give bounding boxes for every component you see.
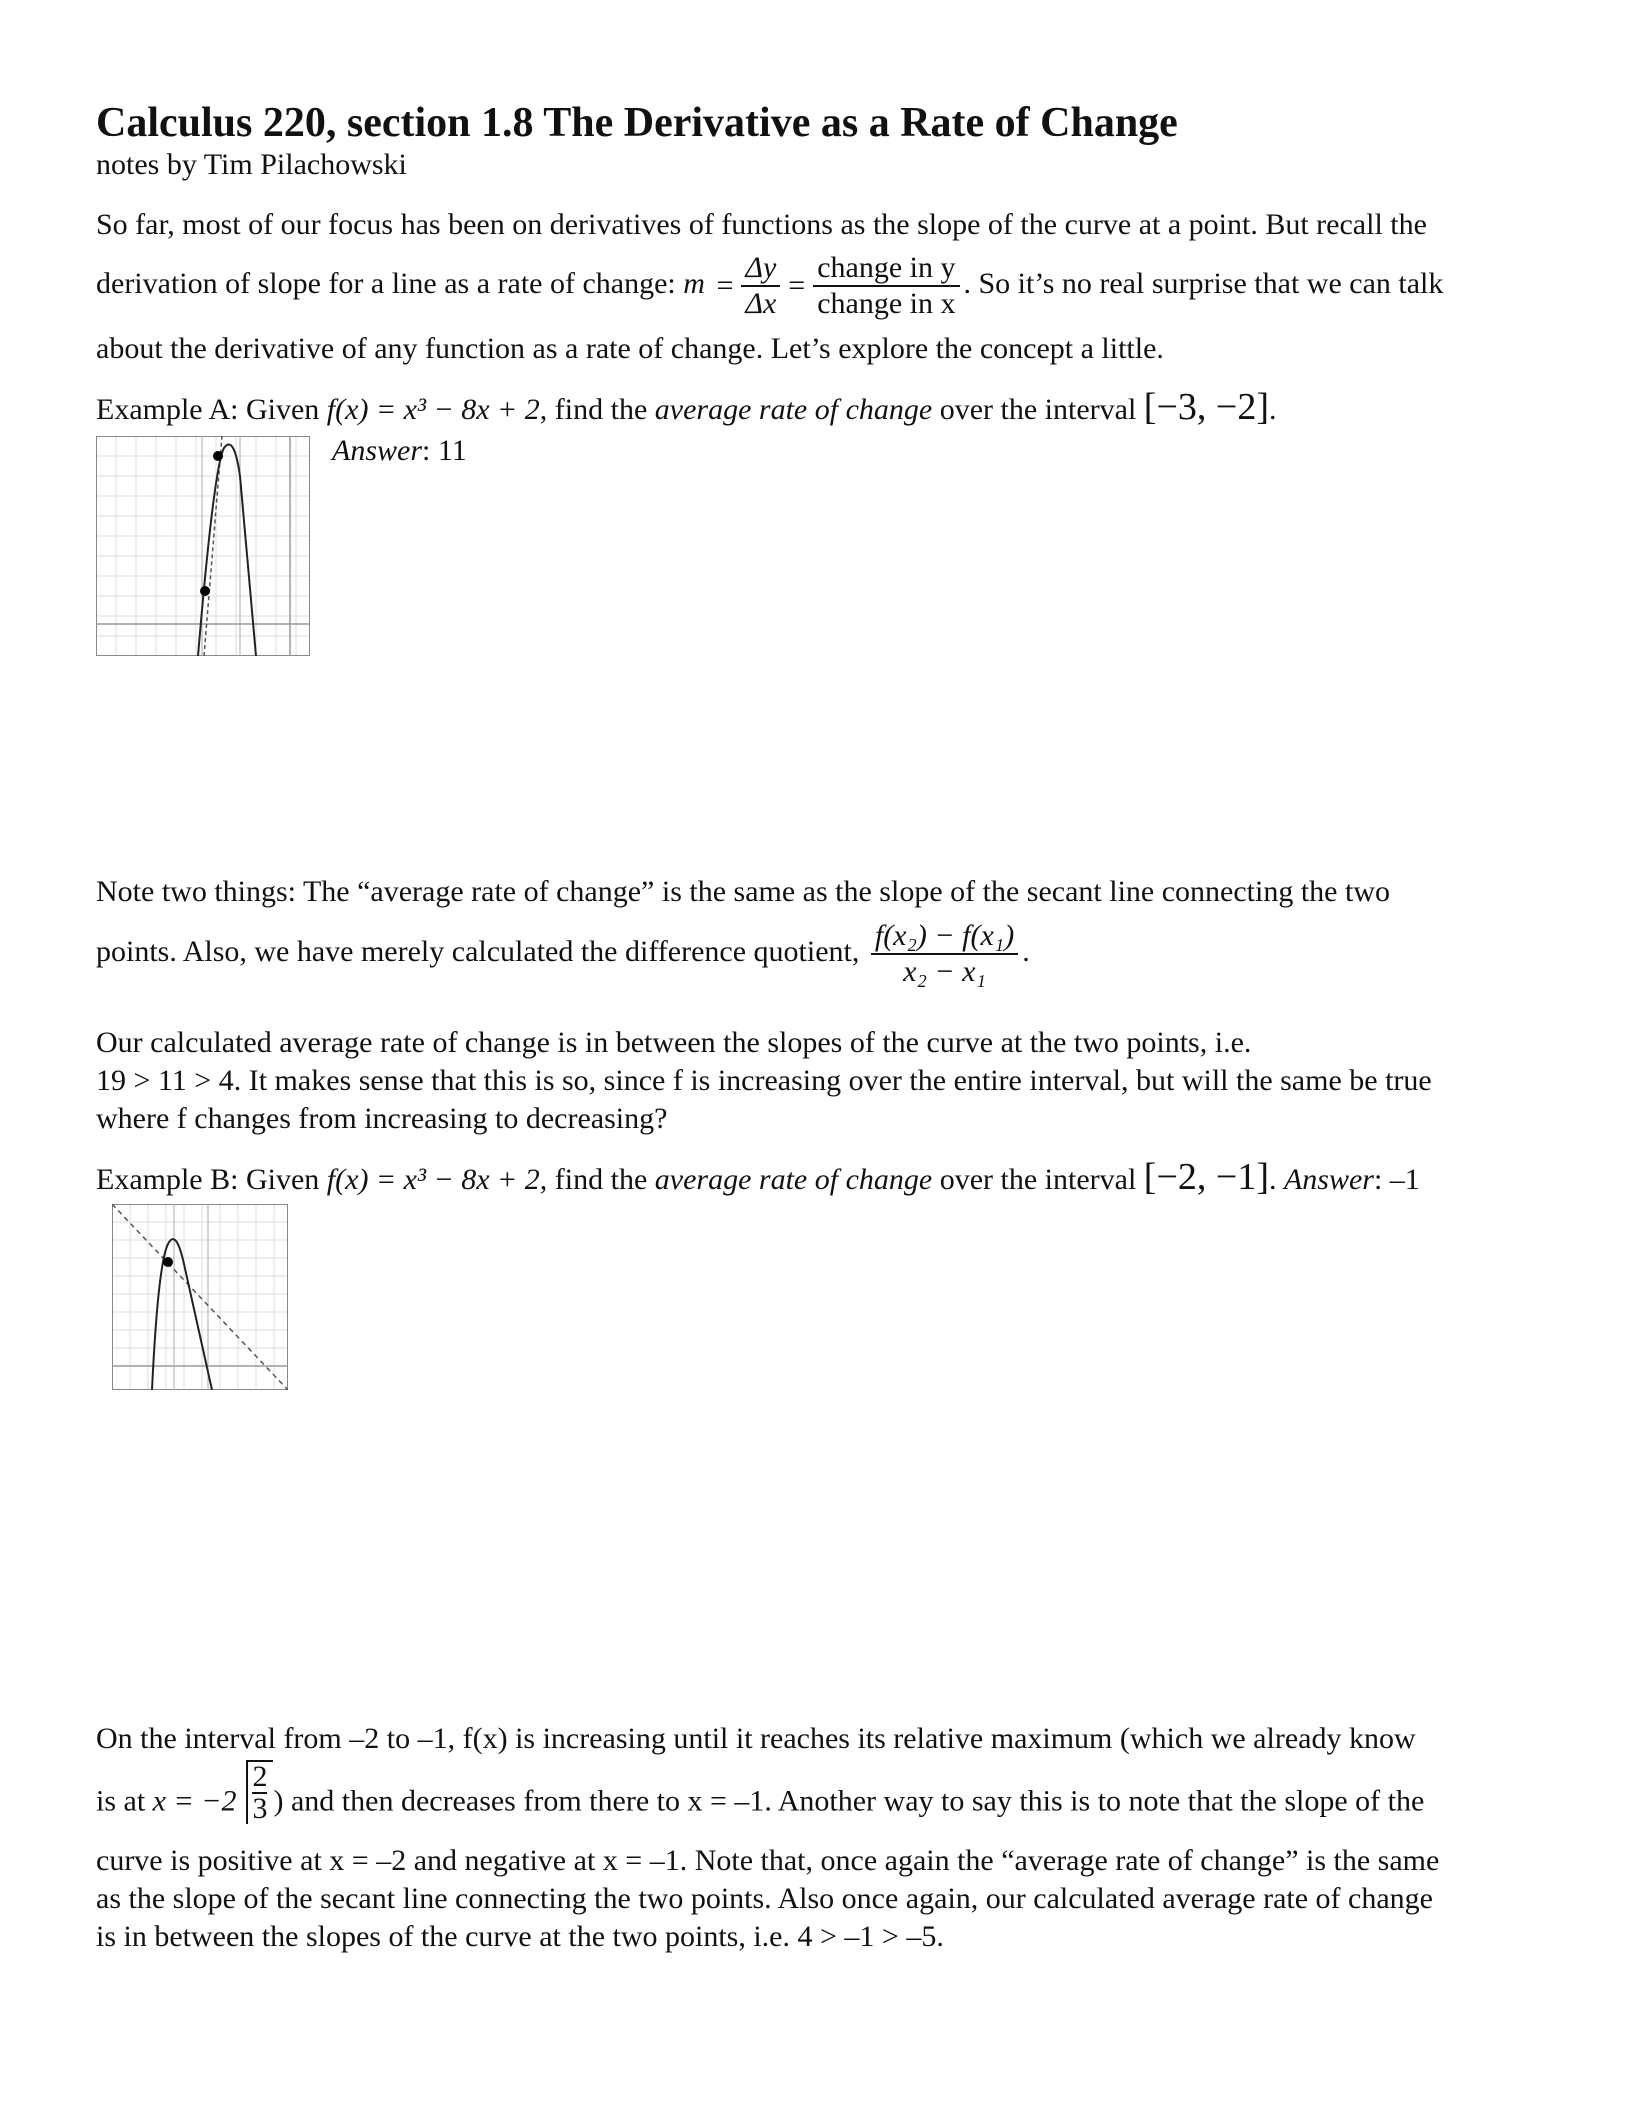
example-b-answer-label: Answer: [1283, 1163, 1374, 1196]
delta-y: Δy: [741, 251, 780, 287]
dq-numerator: f(x₂) − f(x₁): [871, 919, 1018, 955]
example-a-statement: [96, 388, 1546, 429]
graph-example-a: [96, 436, 310, 656]
page-title: Calculus 220, section 1.8 The Derivative as a Rate of Change: [96, 100, 1178, 146]
example-b-interval: [−2, −1]: [1143, 1156, 1269, 1198]
closing-line-3: curve is positive at x = –2 and negative at x = –1. Note that, once again the “average rate of change” is the same: [96, 1844, 1440, 1877]
slope-variable: m: [683, 267, 705, 300]
intro-line-3: about the derivative of any function as a rate of change. Let’s explore the concept a little.: [96, 332, 1164, 365]
answer-value: : 11: [422, 434, 467, 467]
note-line-2-text: points. Also, we have merely calculated the difference quotient,: [96, 935, 860, 968]
example-a-interval: [−3, −2]: [1143, 386, 1269, 428]
note-line-2: [96, 912, 1546, 992]
intro-line-2-text: derivation of slope for a line as a rate of change:: [96, 267, 676, 300]
calc-line-1: Our calculated average rate of change is in between the slopes of the curve at the two points, i.e.: [96, 1026, 1252, 1059]
delta-x: Δx: [745, 287, 777, 321]
example-b-label: Example B: Given: [96, 1163, 320, 1196]
closing-line-4: as the slope of the secant line connecting the two points. Also once again, our calculated average rate of change: [96, 1882, 1433, 1915]
delta-fraction: [741, 251, 780, 321]
example-a-term: average rate of change: [654, 393, 933, 426]
example-b-answer-value: : –1: [1373, 1163, 1420, 1196]
example-b-term: average rate of change: [654, 1163, 933, 1196]
change-in-x: change in x: [817, 287, 956, 321]
answer-label: Answer: [332, 434, 422, 467]
example-a-over: over the interval: [939, 393, 1137, 426]
calc-line-3: where f changes from increasing to decreasing?: [96, 1102, 668, 1135]
closing-line-2-end: ) and then decreases from there to x = –1. Another way to say this is to note that the slope of the: [273, 1784, 1425, 1818]
difference-quotient: [871, 919, 1018, 989]
change-fraction: [813, 251, 959, 321]
sqrt-denominator: 3: [252, 1792, 268, 1825]
example-a-function: f(x) = x³ − 8x + 2: [326, 393, 540, 426]
intro-line-2-end: . So it’s no real surprise that we can talk: [963, 267, 1444, 300]
example-b-end: .: [1268, 1163, 1277, 1196]
calc-line-2: 19 > 11 > 4. It makes sense that this is so, since f is increasing over the entire interval, but will the same be true: [96, 1064, 1432, 1097]
example-a-mid: , find the: [539, 393, 648, 426]
change-in-y: change in y: [813, 251, 959, 287]
closing-line-5: is in between the slopes of the curve at the two points, i.e. 4 > –1 > –5.: [96, 1920, 944, 1953]
closing-line-1: On the interval from –2 to –1, f(x) is increasing until it reaches its relative maximum (which we already know: [96, 1722, 1416, 1755]
example-b-mid: , find the: [539, 1163, 648, 1196]
intro-line-1: So far, most of our focus has been on derivatives of functions as the slope of the curve at a point. But recall the: [96, 208, 1427, 241]
note-line-1: Note two things: The “average rate of change” is the same as the slope of the secant line connecting the two: [96, 875, 1390, 908]
example-a-answer: [332, 432, 732, 470]
x-equals-value: x = −2: [152, 1784, 237, 1818]
example-b-function: f(x) = x³ − 8x + 2: [326, 1163, 540, 1196]
example-a-end: .: [1268, 393, 1277, 426]
sqrt-fraction: [236, 1760, 273, 1847]
intro-line-2: [96, 244, 1546, 324]
example-b-statement: [96, 1158, 1546, 1199]
example-a-label: Example A: Given: [96, 393, 320, 426]
dq-denominator: x₂ − x₁: [903, 955, 986, 989]
sqrt-numerator: 2: [252, 1760, 268, 1793]
equals-sign: =: [716, 269, 734, 303]
equals-sign-2: =: [788, 269, 806, 303]
author-line: notes by Tim Pilachowski: [96, 148, 407, 181]
closing-line-2-text: is at: [96, 1784, 146, 1818]
closing-line-2: [96, 1760, 1546, 1836]
dq-end: .: [1022, 935, 1030, 968]
example-b-over: over the interval: [939, 1163, 1137, 1196]
graph-example-b: [112, 1204, 288, 1390]
